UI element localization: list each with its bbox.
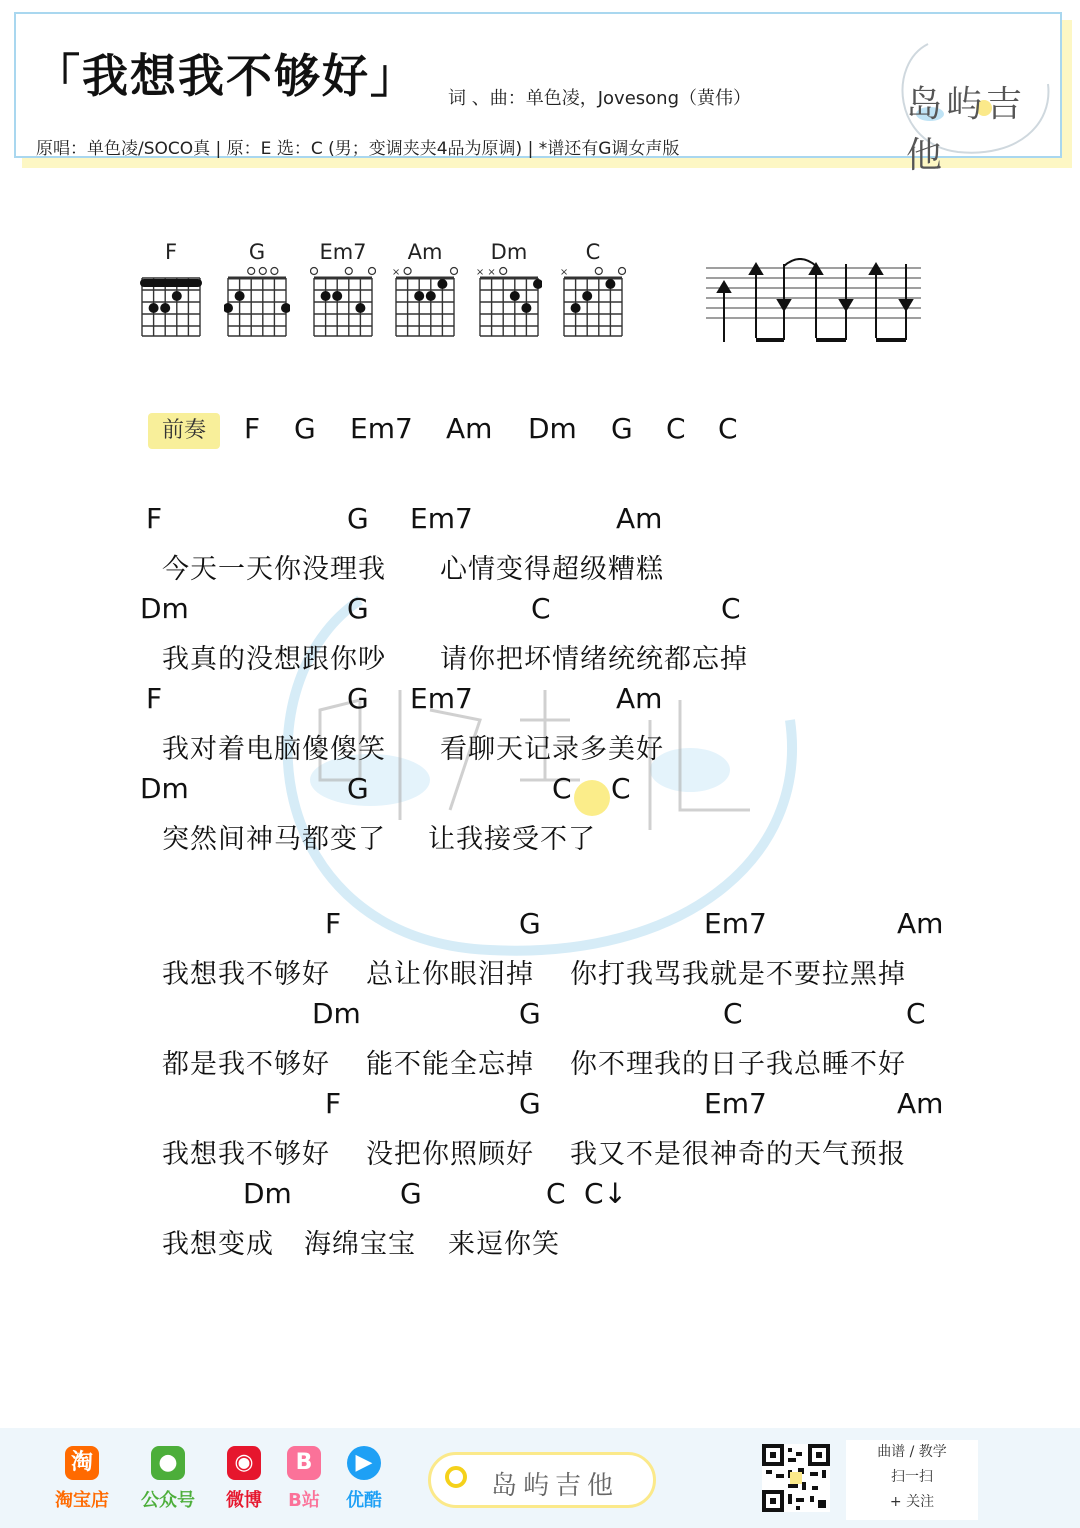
chord-diagram-dm [476, 240, 542, 340]
intro-chord: F [244, 412, 261, 445]
chord-label: G [519, 997, 541, 1030]
footer-link-wechat[interactable] [138, 1446, 198, 1512]
qr-caption [846, 1440, 978, 1520]
taobao-icon: 淘 [65, 1446, 99, 1480]
qr-caption-line: 曲谱 / 教学 [877, 1444, 947, 1460]
lyric-line: 能不能全忘掉 [366, 1049, 534, 1080]
chord-diagram-f [138, 240, 204, 340]
chord-name: F [164, 240, 178, 264]
chord-label: Dm [312, 997, 361, 1030]
header-card [14, 12, 1062, 176]
intro-chord: Dm [528, 412, 577, 445]
footer-link-taobao[interactable] [52, 1446, 112, 1512]
footer-bar [0, 1428, 1080, 1528]
song-info: 原唱：单色凌/SOCO真 | 原：E 选：C (男；变调夹夹4品为原调) | *谱还有G调女声版 [36, 139, 680, 159]
chord-label: C [721, 592, 741, 625]
wechat-icon: ● [151, 1446, 185, 1480]
chord-grid-em7 [310, 266, 376, 338]
chord-label: Am [616, 502, 663, 535]
footer-link-label: 淘宝店 [55, 1490, 109, 1511]
intro-chord: Am [446, 412, 493, 445]
strum-pattern [706, 258, 926, 348]
logo-text: 岛屿吉他 [906, 84, 1027, 176]
chord-label: G [519, 1087, 541, 1120]
chord-label: F [146, 682, 163, 715]
chord-label: Am [897, 907, 944, 940]
svg-text:×: × [560, 267, 569, 278]
bilibili-icon: B [287, 1446, 321, 1480]
chord-diagram-g [224, 240, 290, 340]
svg-text:×: × [392, 267, 401, 278]
lyric-line: 我真的没想跟你吵 [162, 644, 386, 675]
chord-grid-g [224, 266, 290, 338]
chord-label: F [325, 907, 342, 940]
intro-chord: G [611, 412, 633, 445]
chord-label: C [552, 772, 572, 805]
chord-label: C↓ [584, 1177, 628, 1210]
chord-label: Em7 [704, 1087, 767, 1120]
lyric-line: 都是我不够好 [162, 1049, 330, 1080]
lyric-line: 我对着电脑傻傻笑 [162, 734, 386, 765]
intro-chord: C [718, 412, 738, 445]
chord-label: Am [897, 1087, 944, 1120]
intro-chord: G [294, 412, 316, 445]
chord-diagram-am [392, 240, 458, 340]
chord-label: Em7 [704, 907, 767, 940]
chord-label: C [546, 1177, 566, 1210]
chord-diagram-c [560, 240, 626, 340]
search-icon [445, 1466, 467, 1488]
chord-label: F [325, 1087, 342, 1120]
lyric-line: 我又不是很神奇的天气预报 [570, 1139, 906, 1170]
chord-label: Am [616, 682, 663, 715]
footer-link-label: 优酷 [346, 1490, 382, 1511]
chord-name: Em7 [319, 240, 367, 264]
chord-label: Dm [243, 1177, 292, 1210]
lyric-line: 突然间神马都变了 [162, 824, 386, 855]
footer-link-label: 微博 [226, 1490, 262, 1511]
chord-diagram-em7 [310, 240, 376, 340]
lyric-line: 来逗你笑 [448, 1229, 560, 1260]
qr-caption-line: 扫一扫 [891, 1469, 933, 1485]
footer-link-label: B站 [288, 1490, 320, 1511]
chord-label: Dm [140, 772, 189, 805]
intro-label: 前奏 [148, 413, 220, 449]
footer-link-bilibili[interactable] [274, 1446, 334, 1512]
lyric-line: 让我接受不了 [428, 824, 596, 855]
chord-grid-f [138, 266, 204, 338]
chord-label: G [347, 592, 369, 625]
lyric-line: 心情变得超级糟糕 [440, 554, 664, 585]
lyric-line: 你打我骂我就是不要拉黑掉 [570, 959, 906, 990]
footer-link-weibo[interactable] [214, 1446, 274, 1512]
chord-label: Em7 [410, 682, 473, 715]
footer-link-label: 公众号 [141, 1490, 195, 1511]
chord-label: F [146, 502, 163, 535]
youku-icon: ▶ [347, 1446, 381, 1480]
chord-label: G [519, 907, 541, 940]
search-text: 岛屿吉他 [491, 1471, 620, 1501]
lyric-line: 今天一天你没理我 [162, 554, 386, 585]
qr-caption-line: + 关注 [889, 1494, 935, 1510]
lyric-line: 看聊天记录多美好 [440, 734, 664, 765]
chord-grid-am [392, 266, 458, 338]
chord-label: C [531, 592, 551, 625]
chord-grid-dm [476, 266, 542, 338]
qr-code-icon[interactable] [762, 1444, 830, 1512]
chord-label: C [906, 997, 926, 1030]
brand-logo [888, 34, 1058, 176]
intro-chord: Em7 [350, 412, 413, 445]
lyric-line: 请你把坏情绪统统都忘掉 [440, 644, 748, 675]
lyric-line: 我想我不够好 [162, 1139, 330, 1170]
svg-text:×: × [476, 267, 485, 278]
chord-name: Dm [490, 240, 528, 264]
chord-label: C [611, 772, 631, 805]
weibo-icon: ◉ [227, 1446, 261, 1480]
chord-grid-c [560, 266, 626, 338]
chord-name: Am [407, 240, 443, 264]
lyric-line: 海绵宝宝 [304, 1229, 416, 1260]
chord-name: G [248, 240, 266, 264]
lyric-line: 你不理我的日子我总睡不好 [570, 1049, 906, 1080]
lyric-line: 没把你照顾好 [366, 1139, 534, 1170]
lyric-line: 总让你眼泪掉 [366, 959, 534, 990]
chord-label: G [347, 772, 369, 805]
chord-label: G [347, 682, 369, 715]
chord-name: C [585, 240, 601, 264]
credits: 词 、曲：单色凌，Jovesong（黄伟） [448, 88, 751, 109]
chord-label: C [723, 997, 743, 1030]
svg-text:×: × [487, 267, 496, 278]
chord-label: Dm [140, 592, 189, 625]
chord-label: Em7 [410, 502, 473, 535]
chord-label: G [347, 502, 369, 535]
footer-link-youku[interactable] [334, 1446, 394, 1512]
intro-chord: C [666, 412, 686, 445]
search-box[interactable] [428, 1452, 656, 1508]
lyric-line: 我想变成 [162, 1229, 274, 1260]
song-title: 「我想我不够好」 [34, 49, 418, 103]
lyric-line: 我想我不够好 [162, 959, 330, 990]
chord-label: G [400, 1177, 422, 1210]
